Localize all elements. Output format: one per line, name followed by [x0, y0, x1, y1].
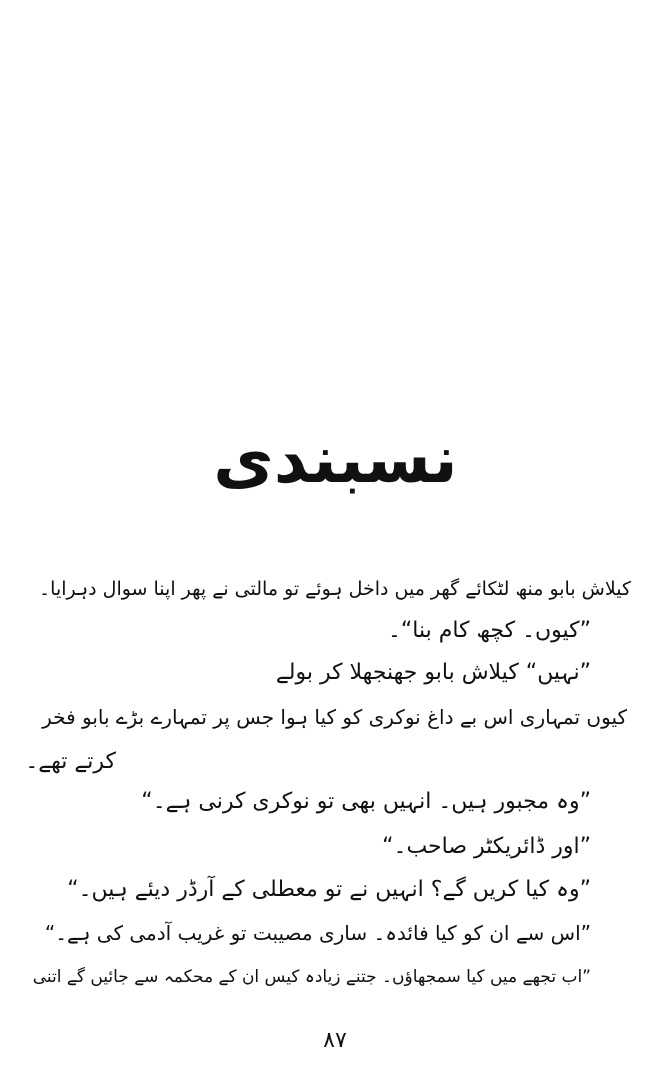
paragraph-line-6: ”وہ مجبور ہیں۔ انہیں بھی تو نوکری کرنی ہے۔“: [141, 789, 591, 814]
paragraph-line-8: ”وہ کیا کریں گے؟ انہیں نے تو معطلی کے آرڈر دیئے ہیں۔“: [67, 877, 591, 902]
paragraph-line-1: کیلاش بابو منھ لٹکائے گھر میں داخل ہوئے تو مالتی نے پھر اپنا سوال دہرایا۔: [39, 578, 631, 600]
chapter-title: نسبندی: [213, 421, 458, 498]
paragraph-line-5: کرتے تھے۔: [25, 749, 116, 774]
page-number: ۸۷: [323, 1028, 347, 1053]
paragraph-line-7: ”اور ڈائریکٹر صاحب۔“: [382, 834, 591, 859]
paragraph-line-10: ”اب تجھے میں کیا سمجھاؤں۔ جتنے زیادہ کیس ان کے محکمہ سے جائیں گے اتنی: [32, 967, 591, 987]
paragraph-line-4: کیوں تمہاری اس بے داغ نوکری کو کیا ہوا جس پر تمہارے بڑے بابو فخر: [42, 705, 627, 729]
paragraph-line-2: ”کیوں۔ کچھ کام بنا“۔: [387, 618, 591, 643]
paragraph-line-9: ”اس سے ان کو کیا فائدہ۔ ساری مصیبت تو غریب آدمی کی ہے۔“: [44, 921, 591, 945]
paragraph-line-3: ”نہیں“ کیلاش بابو جھنجھلا کر بولے: [275, 660, 591, 685]
